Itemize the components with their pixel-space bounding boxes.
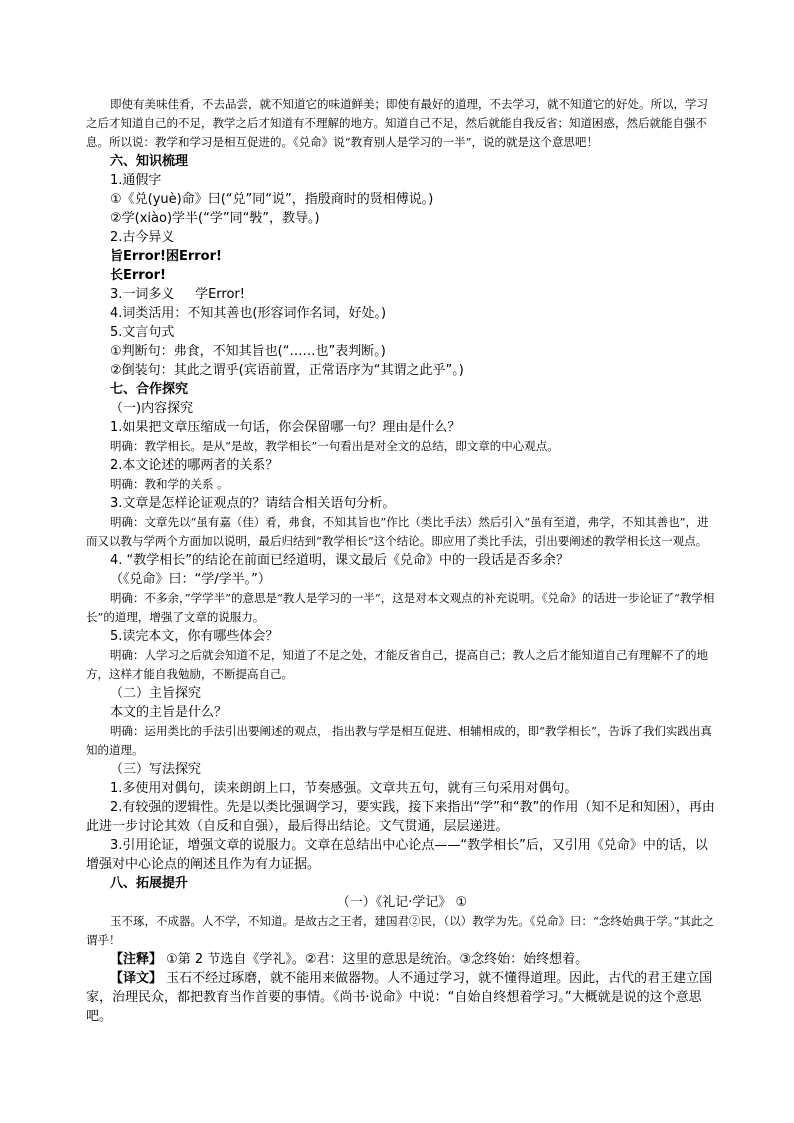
answer: 明确：文章先以“虽有嘉（佳）肴，弗食，不知其旨也”作比（类比手法）然后引入“虽有至道，弗学，不知其善也”，进而又以教与学两个方面加以说明，最后归结到“教学相长”这个结论。即应用了类比手法，引出要阐述的教学相长这一观点。	[86, 515, 709, 548]
translation-paragraph	[86, 969, 718, 1026]
question: 4. “教学相长”的结论在前面已经道明，课文最后《兑命》中的一段话是否多余？	[110, 553, 570, 568]
section-heading-8: 八、拓展提升	[110, 876, 189, 891]
note-label: 【注释】	[110, 952, 163, 967]
subsection-heading: （一)内容探究	[110, 401, 194, 416]
question: 本文的主旨是什么？	[110, 705, 228, 720]
question: （《兑命》曰：“学/学半。”）	[110, 572, 271, 587]
knowledge-item: ①判断句：弗食，不知其旨也(“……也”表判断。)	[110, 344, 386, 359]
knowledge-item: ②倒装句：其此之谓乎(宾语前置，正常语序为“其谓之此乎”。)	[110, 363, 464, 378]
note-text: ①第 2 节选自《学礼》。②君：这里的意思是统治。③念终始：始终想着。	[162, 952, 589, 967]
answer: 明确：运用类比的手法引出要阐述的观点， 指出教与学是相互促进、相辅相成的，即“教学相长”，告诉了我们实践出真知的道理。	[86, 724, 712, 757]
translation-text: 玉石不经过琢磨，就不能用来做器物。人不通过学习，就不懂得道理。因此，古代的君王建立国家，治理民众，都把教育当作首要的事情。《尚书·说命》中说：“自始自终想着学习。”大概就是说的这个意思吧。	[86, 971, 713, 1024]
knowledge-item: ①《兑(yuè)命》曰(“兑”同“说”，指殷商时的贤相傅说。)	[110, 192, 434, 207]
question: 2.本文论述的哪两者的关系？	[110, 458, 279, 473]
question: 3.文章是怎样论证观点的？请结合相关语句分析。	[110, 496, 396, 511]
knowledge-item: 4.词类活用：不知其善也(形容词作名词，好处。)	[110, 306, 387, 321]
answer: 明确：不多余，”学学半”的意思是“教人是学习的一半”，这是对本文观点的补充说明。《兑命》的话进一步论证了“教学相长”的道理，增强了文章的说服力。	[86, 591, 715, 624]
note-paragraph	[86, 950, 718, 969]
knowledge-item: 1.通假字	[110, 173, 162, 188]
knowledge-item: 5.文言句式	[110, 325, 175, 340]
section-heading-7: 七、合作探究	[110, 382, 189, 397]
question: 1.如果把文章压缩成一句话，你会保留哪一句？理由是什么？	[110, 420, 461, 435]
writing-point: 3.引用论证，增强文章的说服力。文章在总结出中心论点——“教学相长”后，又引用《兑命》中的话，以增强对中心论点的阐述且作为有力证据。	[86, 838, 708, 872]
translation-label: 【译文】	[110, 971, 163, 986]
subsection-heading: （二）主旨探究	[110, 686, 202, 701]
intro-paragraph: 即使有美味佳肴，不去品尝，就不知道它的味道鲜美；即使有最好的道理，不去学习，就不知道它的好处。所以，学习之后才知道自己的不足，教学之后才知道有不理解的地方。知道自己不足，然后就能自我反省；知道困惑，然后就能自强不息。所以说：教学和学习是相互促进的。《兑命》说“教育别人是学习的一半”，说的就是这个意思吧！	[86, 97, 708, 149]
extension-title: （一）《礼记·学记》 ①	[336, 895, 468, 910]
document-body	[86, 95, 718, 1026]
answer: 明确：教和学的关系 。	[110, 477, 229, 491]
extension-text: 玉不琢，不成器。人不学，不知道。是故古之王者，建国君②民，（以）教学为先。《兑命》曰：“念终始典于学。”其此之谓乎！	[86, 914, 715, 947]
answer: 明确：人学习之后就会知道不足，知道了不足之处，才能反省自己，提高自己；教人之后才能知道自己有理解不了的地方，这样才能自我勉励，不断提高自己。	[86, 648, 708, 681]
answer: 明确：教学相长。是从“是故，教学相长”一句看出是对全文的总结，即文章的中心观点。	[110, 439, 559, 453]
knowledge-item: 3.一词多义 学Error!	[110, 287, 245, 302]
knowledge-item: 旨Error!困Error!	[110, 249, 222, 264]
writing-point: 1.多使用对偶句，读来朗朗上口，节奏感强。文章共五句，就有三句采用对偶句。	[110, 781, 578, 796]
knowledge-item: ②学(xiào)学半(“学”同“斅”，教导。)	[110, 211, 320, 226]
question: 5.读完本文，你有哪些体会？	[110, 629, 279, 644]
writing-point: 2.有较强的逻辑性。先是以类比强调学习，要实践，接下来指出“学”和“教”的作用（知不足和知困），再由此进一步讨论其效（自反和自强），最后得出结论。文气贯通，层层递进。	[86, 800, 715, 834]
subsection-heading: （三）写法探究	[110, 762, 202, 777]
section-heading-6: 六、知识梳理	[110, 154, 189, 169]
knowledge-item: 长Error!	[110, 268, 166, 283]
knowledge-item: 2.古今异义	[110, 230, 175, 245]
